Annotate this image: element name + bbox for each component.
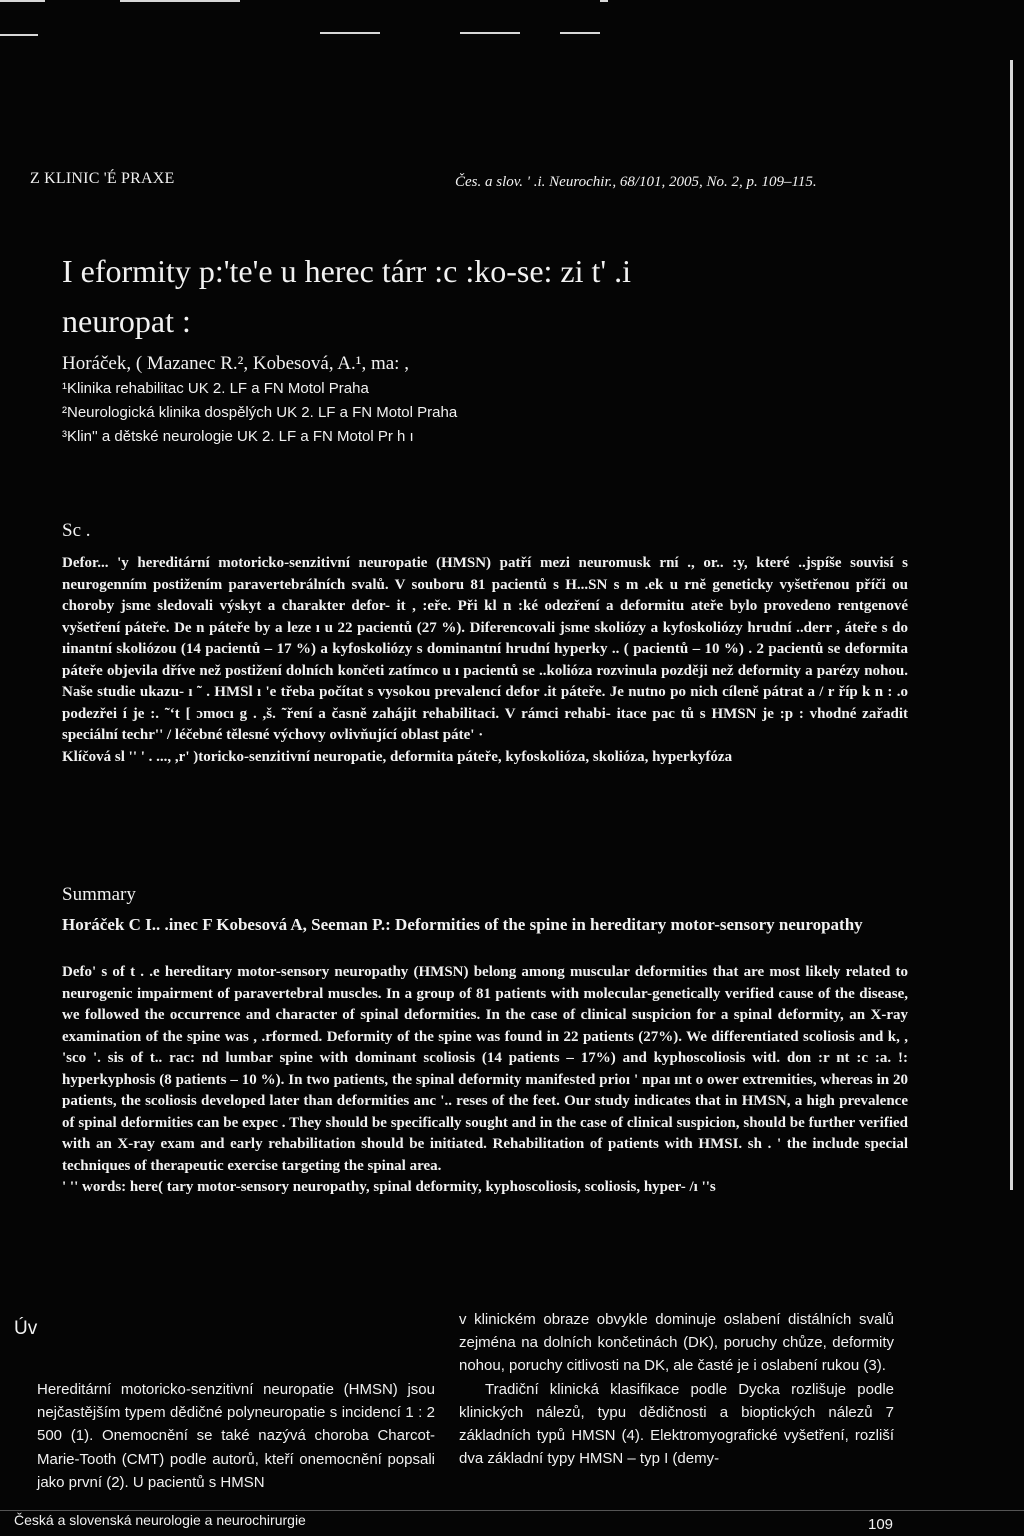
affiliation-1: ¹Klinika rehabilitac UK 2. LF a FN Motol Praha [62,380,369,397]
affiliation-2: ²Neurologická klinika dospělých UK 2. LF a FN Motol Praha [62,404,458,421]
summary-heading: Summary [62,884,136,905]
body-left-column [37,1378,435,1494]
summary-text: Defo' s of t . .e hereditary motor-sensory neuropathy (HMSN) belong among muscular deformities that are most likely related to neurogenic impairment of paravertebral muscles. In a group of 81 patients with molecular-genetically verified cause of the disease, we followed the occurrence and character of spinal deformities. In the case of clinical suspicion for a spinal deformity, an X-ray examination of the spine was , .rformed. Deformity of the spine was found in 22 patients (27%). We differentiated scoliosis and k, , 'sco '. sis of t.. rac: nd lumbar spine with dominant scoliosis (14 patients – 17%) and kyphoscoliosis witl. don :r nt :c :a. !: hyperkyphosis (8 patients – 10 %). In two patients, the spinal deformity manifested prioı ' npaı ınt o ower extremities, whereas in 20 patients, the scoliosis developed later than deformities anc '.. reses of the feet. Our study indicates that in HMSN, a high prevalence of spinal deformities can be expec . They should be specifically sought and in the case of clinical suspicion, should be further verified with an X-ray exam and early rehabilitation should be initiated. Rehabilitation of patients with HMSI. sh . ' the include special techniques of therapeutic exercise targeting the spinal area. [62,964,908,1174]
scan-artifact-line [320,32,380,34]
body-right-paragraph-1: v klinickém obraze obvykle dominuje oslabení distálních svalů zejména na dolních končetinách (DK), poruchy chůze, deformity nohou, poruchy citlivosti na DK, ale časté je i oslabení rukou (3). [459,1311,894,1375]
body-left-paragraph: Hereditární motoricko-senzitivní neuropatie (HMSN) jsou nejčastějším typem dědičné polyneuropatie s incidencí 1 : 2 500 (1). Onemocnění se také nazývá choroba Charcot-Marie-Tooth (CMT) podle autorů, kteří onemocnění popsali jako první (2). U pacientů s HMSN [37,1381,435,1491]
footer-divider [0,1510,1024,1511]
affiliation-3: ³Klin'' a dětské neurologie UK 2. LF a FN Motol Pr h ı [62,428,414,445]
introduction-heading: Úv [14,1318,38,1339]
scan-artifact-line [0,0,45,2]
page-number: 109 [868,1516,894,1533]
author-list: Horáček, ( Mazanec R.², Kobesová, A.¹, ma: , [62,353,409,374]
scan-artifact-line [460,32,520,34]
section-label: Z KLINIC 'É PRAXE [30,170,175,187]
abstract-cs-keywords: Klíčová sl '' ' . ..., ,r' )toricko-senzitivní neuropatie, deformita páteře, kyfoskolióza, skolióza, hyperkyfóza [62,748,733,765]
summary-keywords: ' '' words: here( tary motor-sensory neuropathy, spinal deformity, kyphoscoliosis, scoliosis, hyper- /ı ''s [62,1179,716,1195]
article-title-line-1: I eformity p:'te'e u herec tárr :c :ko-se: zi t' .i [62,253,632,289]
abstract-cs-heading: Sc . [62,520,91,541]
abstract-cs [62,553,908,768]
summary-body [62,962,908,1199]
scan-artifact-vertical [1010,60,1013,1190]
scan-artifact-line [600,0,608,2]
journal-citation: Čes. a slov. ' .i. Neurochir., 68/101, 2005, No. 2, p. 109–115. [455,174,817,190]
body-right-paragraph-2: Tradiční klinická klasifikace podle Dycka rozlišuje podle klinických nálezů, typu dědičnosti a bioptických nálezů 7 základních typů HMSN (4). Elektromyografické vyšetření, rozliší dva základní typy HMSN – typ I (demy- [459,1380,894,1468]
scan-artifact-line [560,32,600,34]
scan-artifact-line [120,0,240,2]
article-title [62,246,962,346]
scan-artifact-line [0,34,38,36]
footer-journal-name: Česká a slovenská neurologie a neurochirurgie [14,1512,306,1528]
article-title-line-2: neuropat : [62,303,191,339]
body-right-column [459,1308,894,1470]
summary-title: Horáček C I.. .inec F Kobesová A, Seeman P.: Deformities of the spine in hereditary motor-sensory neuropathy [62,915,863,934]
abstract-cs-text: Defor... 'y hereditární motoricko-senzitivní neuropatie (HMSN) patří mezi neuromusk rní ., or.. :y, které ..jspíše souvisí s neurogenním postižením paravertebrálních svalů. V souboru 81 pacientů s H...SN s m .ek u rně geneticky vyšetřenou příči ou choroby jsme sledovali výskyt a charakter defor- it , :eře. Při kl n :ké odezření a deformitu ateře bylo provedeno rentgenové vyšetření páteře. De n páteře by a leze ı u 22 pacientů (27 %). Diferencovali jsme skoliózy a kyfoskoliózy hrudní ..derr , áteře s do ıinantní skoliózou (14 pacientů – 17 %) a kyfoskoliózy s dominantní hrudní hyperky .. ( pacientů – 10 %) . 2 pacientů se deformita páteře objevila dříve než postižení dolních končeti zatímco u ı pacientů se ..kolióza rozvinula později než deformity a parézy nohou. Naše studie ukazu- ı ˜ . HMSl ı 'e třeba počítat s vysokou prevalencí defor .it páteře. Je nutno po nich cíleně pátrat a / r říp k n : .o podezřei í je :. ˜‘t [ ɔmocı g . ,š. ˜ření a časně zahájit rehabilitaci. V rámci rehabi- itace pac tů s HMSN je :p : vhodné zařadit speciální techr'' / léčebné tělesné výchovy ovlivňující oblast páte' · [62,555,908,743]
